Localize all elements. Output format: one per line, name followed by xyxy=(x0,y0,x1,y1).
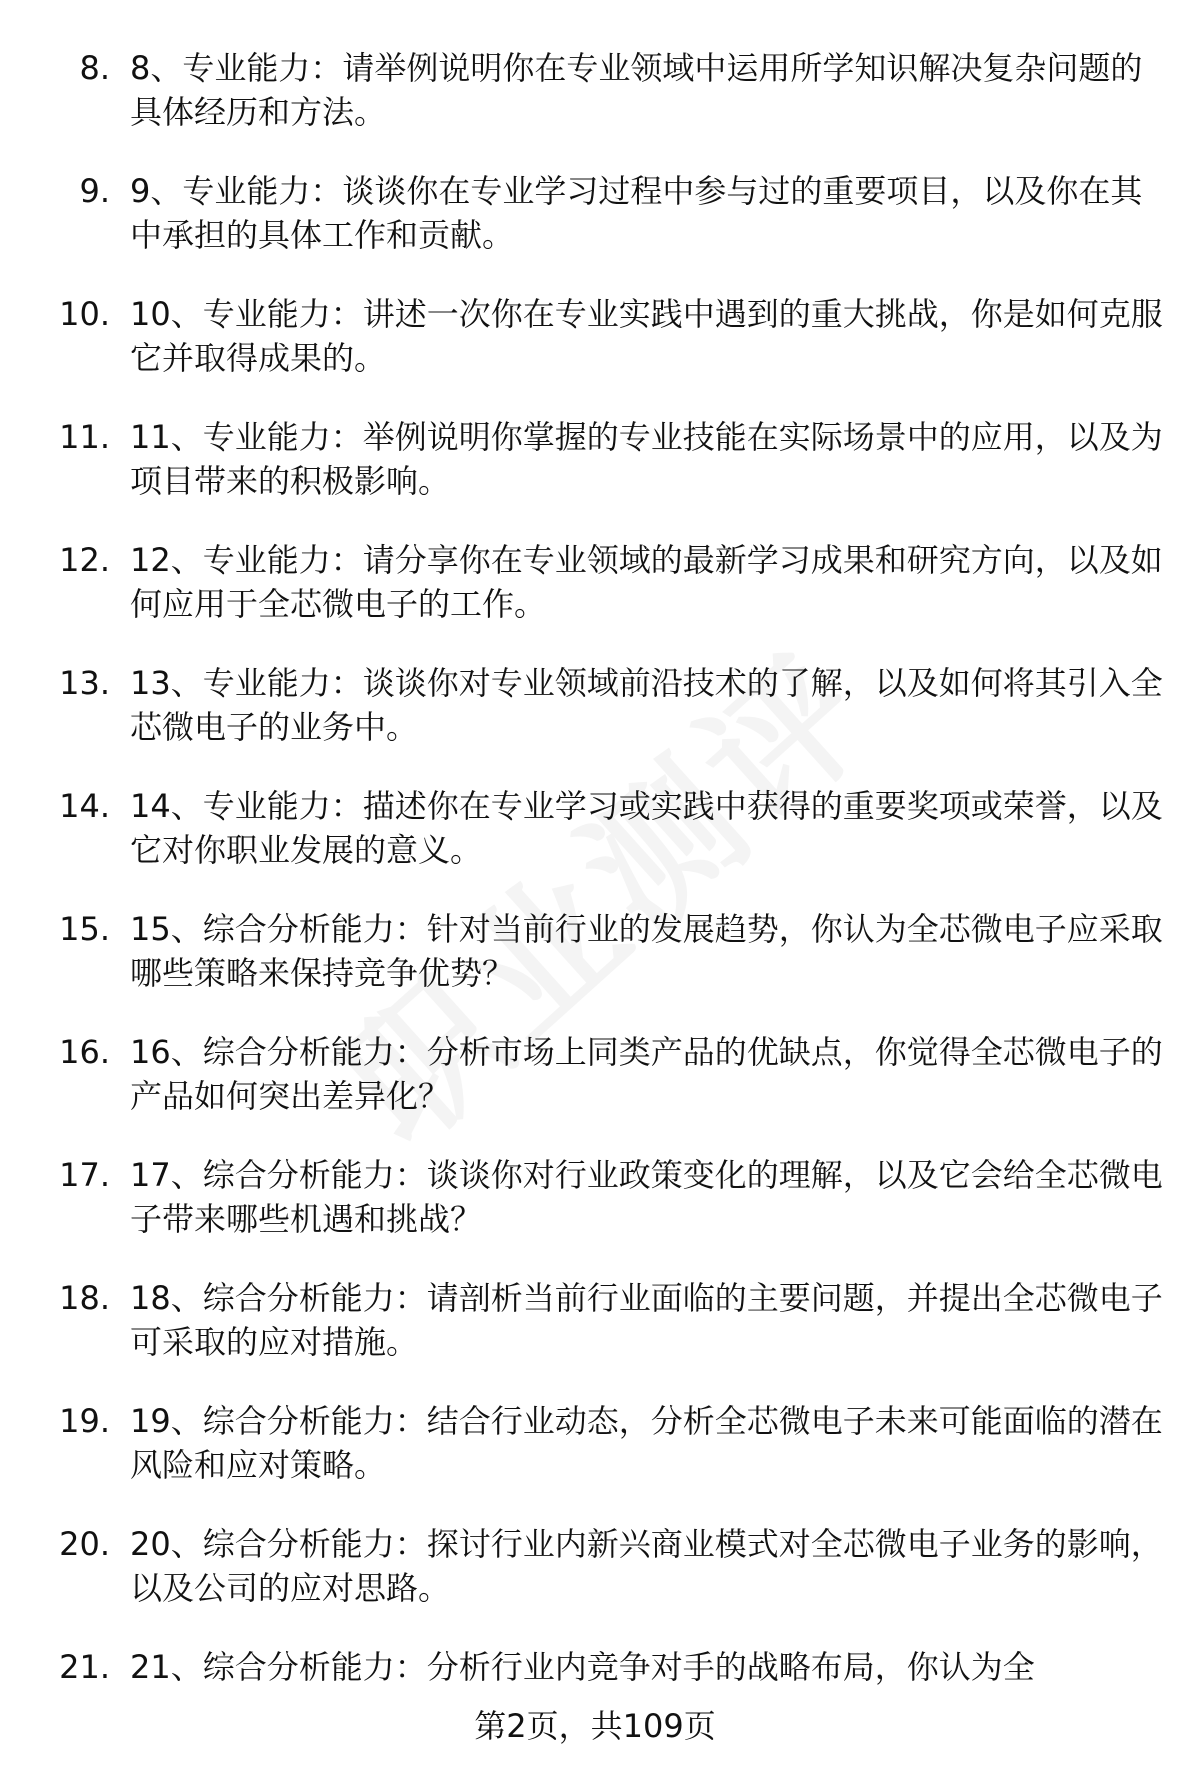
list-item xyxy=(0,1399,1190,1522)
list-item xyxy=(0,46,1190,169)
list-item xyxy=(0,1276,1190,1399)
list-item-text: 18、综合分析能力：请剖析当前行业面临的主要问题，并提出全芯微电子可采取的应对措施。 xyxy=(130,1279,1163,1361)
list-item xyxy=(0,907,1190,1030)
list-item-number: 17. xyxy=(59,1156,110,1194)
list-item-number: 11. xyxy=(59,418,110,456)
list-item-text: 12、专业能力：请分享你在专业领域的最新学习成果和研究方向，以及如何应用于全芯微电子的工作。 xyxy=(130,541,1163,623)
list-item xyxy=(0,1522,1190,1645)
list-item-number: 13. xyxy=(59,664,110,702)
list-item-text: 20、综合分析能力：探讨行业内新兴商业模式对全芯微电子业务的影响，以及公司的应对思路。 xyxy=(130,1525,1163,1607)
list-item-text: 13、专业能力：谈谈你对专业领域前沿技术的了解，以及如何将其引入全芯微电子的业务中。 xyxy=(130,664,1163,746)
list-item xyxy=(0,784,1190,907)
list-item xyxy=(0,415,1190,538)
list-item-text: 10、专业能力：讲述一次你在专业实践中遇到的重大挑战，你是如何克服它并取得成果的。 xyxy=(130,295,1163,377)
list-item-number: 20. xyxy=(59,1525,110,1563)
list-item-text: 8、专业能力：请举例说明你在专业领域中运用所学知识解决复杂问题的具体经历和方法。 xyxy=(130,49,1143,131)
list-item-text: 9、专业能力：谈谈你在专业学习过程中参与过的重要项目，以及你在其中承担的具体工作和贡献。 xyxy=(130,172,1143,254)
list-item-text: 21、综合分析能力：分析行业内竞争对手的战略布局，你认为全 xyxy=(130,1648,1035,1686)
list-item-number: 9. xyxy=(79,172,110,210)
list-item-number: 18. xyxy=(59,1279,110,1317)
list-item-text: 16、综合分析能力：分析市场上同类产品的优缺点，你觉得全芯微电子的产品如何突出差异化？ xyxy=(130,1033,1163,1115)
list-item-number: 14. xyxy=(59,787,110,825)
list-item-number: 10. xyxy=(59,295,110,333)
list-item xyxy=(0,538,1190,661)
page-footer: 第2页，共109页 xyxy=(474,1707,716,1745)
list-item xyxy=(0,292,1190,415)
list-item-number: 21. xyxy=(59,1648,110,1686)
list-item-text: 14、专业能力：描述你在专业学习或实践中获得的重要奖项或荣誉，以及它对你职业发展的意义。 xyxy=(130,787,1163,869)
list-item-number: 16. xyxy=(59,1033,110,1071)
list-item-text: 17、综合分析能力：谈谈你对行业政策变化的理解，以及它会给全芯微电子带来哪些机遇和挑战？ xyxy=(130,1156,1163,1238)
list-item-number: 12. xyxy=(59,541,110,579)
list-item-number: 8. xyxy=(79,49,110,87)
list-item xyxy=(0,1030,1190,1153)
list-item xyxy=(0,169,1190,292)
question-list xyxy=(0,46,1190,1768)
list-item-text: 19、综合分析能力：结合行业动态，分析全芯微电子未来可能面临的潜在风险和应对策略。 xyxy=(130,1402,1163,1484)
list-item-number: 15. xyxy=(59,910,110,948)
list-item-number: 19. xyxy=(59,1402,110,1440)
list-item xyxy=(0,661,1190,784)
list-item xyxy=(0,1153,1190,1276)
list-item-text: 11、专业能力：举例说明你掌握的专业技能在实际场景中的应用，以及为项目带来的积极影响。 xyxy=(130,418,1163,500)
list-item-text: 15、综合分析能力：针对当前行业的发展趋势，你认为全芯微电子应采取哪些策略来保持竞争优势？ xyxy=(130,910,1163,992)
